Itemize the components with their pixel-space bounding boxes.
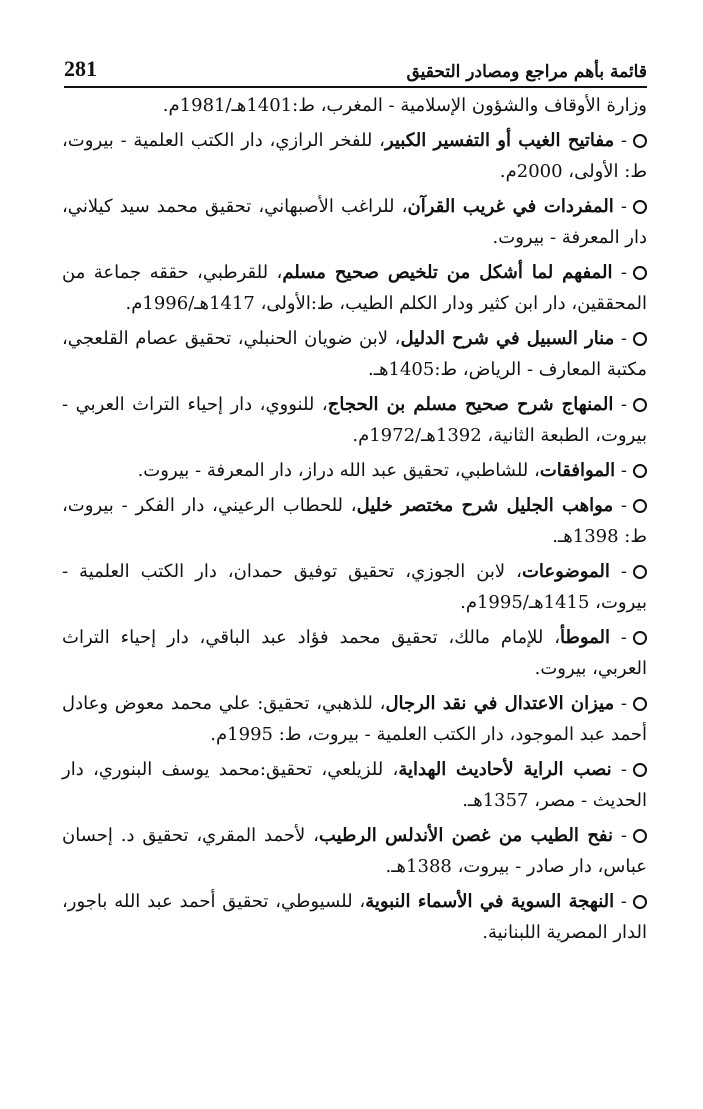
page-header: [64, 46, 647, 88]
entry-details: ، للحطاب الرعيني، دار الفكر - بيروت، ط: 1398هـ.: [62, 495, 647, 547]
entry-details: ، للزيلعي، تحقيق:محمد يوسف البنوري، دار الحديث - مصر، 1357هـ.: [62, 759, 647, 811]
entry-details: ، للشاطبي، تحقيق عبد الله دراز، دار المعرفة - بيروت.: [137, 460, 540, 481]
entry-dash: -: [620, 561, 627, 582]
circle-bullet-icon: [633, 398, 647, 412]
entry-dash: -: [620, 328, 628, 349]
entry-title: الموافقات: [539, 460, 616, 481]
entry-title: المفردات في غريب القرآن: [407, 196, 614, 217]
list-item: [62, 455, 647, 486]
list-item: [62, 688, 647, 750]
list-item: [62, 754, 647, 816]
entry-title: الموطأ: [560, 627, 611, 648]
entry-title: الموضوعات: [521, 561, 610, 582]
circle-bullet-icon: [633, 829, 647, 843]
entry-details: ، للنووي، دار إحياء التراث العربي - بيروت، الطبعة الثانية، 1392هـ/1972م.: [62, 394, 647, 446]
circle-bullet-icon: [633, 200, 647, 214]
entry-title: مواهب الجليل شرح مختصر خليل: [356, 495, 614, 516]
list-item: [62, 490, 647, 552]
circle-bullet-icon: [633, 464, 647, 478]
circle-bullet-icon: [633, 332, 647, 346]
entry-dash: -: [620, 627, 627, 648]
list-item: [62, 125, 647, 187]
entry-title: النهجة السوية في الأسماء النبوية: [365, 891, 615, 912]
entry-details: ، لأحمد المقري، تحقيق د. إحسان عباس، دار صادر - بيروت، 1388هـ.: [62, 825, 647, 877]
continuation-line: وزارة الأوقاف والشؤون الإسلامية - المغرب، ط:1401هـ/1981م.: [162, 95, 647, 116]
list-item: [62, 323, 647, 385]
entry-dash: -: [620, 825, 627, 846]
entry-dash: -: [620, 130, 627, 151]
entry-details: ، للراغب الأصبهاني، تحقيق محمد سيد كيلاني، دار المعرفة - بيروت.: [62, 196, 647, 248]
entry-details: ، لابن ضويان الحنبلي، تحقيق عصام القلعجي، مكتبة المعارف - الرياض، ط:1405هـ.: [62, 328, 647, 380]
entry-details: ، للسيوطي، تحقيق أحمد عبد الله باجور، الدار المصرية اللبنانية.: [62, 891, 647, 943]
circle-bullet-icon: [633, 565, 647, 579]
entry-title: نصب الراية لأحاديث الهداية: [398, 759, 612, 780]
entry-details: ، للقرطبي، حققه جماعة من المحققين، دار ابن كثير ودار الكلم الطيب، ط:الأولى، 1417هـ/1996م.: [62, 262, 647, 314]
list-item: [62, 556, 647, 618]
entry-title: نفح الطيب من غصن الأندلس الرطيب: [318, 825, 614, 846]
entry-details: ، للفخر الرازي، دار الكتب العلمية - بيروت، ط: الأولى، 2000م.: [62, 130, 647, 182]
entry-dash: -: [620, 460, 627, 481]
entry-dash: -: [620, 394, 627, 415]
entry-title: المنهاج شرح صحيح مسلم بن الحجاج: [327, 394, 614, 415]
entry-dash: -: [620, 891, 627, 912]
entry-details: ، لابن الجوزي، تحقيق توفيق حمدان، دار الكتب العلمية - بيروت، 1415هـ/1995م.: [62, 561, 647, 613]
circle-bullet-icon: [633, 266, 647, 280]
list-item: [62, 886, 647, 948]
circle-bullet-icon: [633, 697, 647, 711]
entry-details: ، للإمام مالك، تحقيق محمد فؤاد عبد الباقي، دار إحياء التراث العربي، بيروت.: [62, 627, 647, 679]
entry-dash: -: [620, 495, 627, 516]
page-number: 281: [64, 56, 97, 81]
circle-bullet-icon: [633, 763, 647, 777]
entry-dash: -: [620, 196, 627, 217]
entry-dash: -: [620, 693, 627, 714]
entry-dash: -: [620, 262, 627, 283]
entry-details: ، للذهبي، تحقيق: علي محمد معوض وعادل أحمد عبد الموجود، دار الكتب العلمية - بيروت، ط: 1995م.: [62, 693, 647, 745]
running-title: قائمة بأهم مراجع ومصادر التحقيق: [406, 62, 647, 82]
circle-bullet-icon: [633, 895, 647, 909]
circle-bullet-icon: [633, 134, 647, 148]
entry-title: المفهم لما أشكل من تلخيص صحيح مسلم: [282, 262, 613, 283]
list-item: [62, 257, 647, 319]
list-item: [62, 191, 647, 253]
list-item: [62, 389, 647, 451]
entry-title: منار السبيل في شرح الدليل: [400, 328, 615, 349]
circle-bullet-icon: [633, 631, 647, 645]
entry-dash: -: [620, 759, 628, 780]
bibliography-list: [62, 90, 647, 952]
entry-title: مفاتيح الغيب أو التفسير الكبير: [385, 130, 615, 151]
list-item: [62, 622, 647, 684]
circle-bullet-icon: [633, 499, 647, 513]
list-item: [62, 820, 647, 882]
entry-title: ميزان الاعتدال في نقد الرجال: [385, 693, 615, 714]
